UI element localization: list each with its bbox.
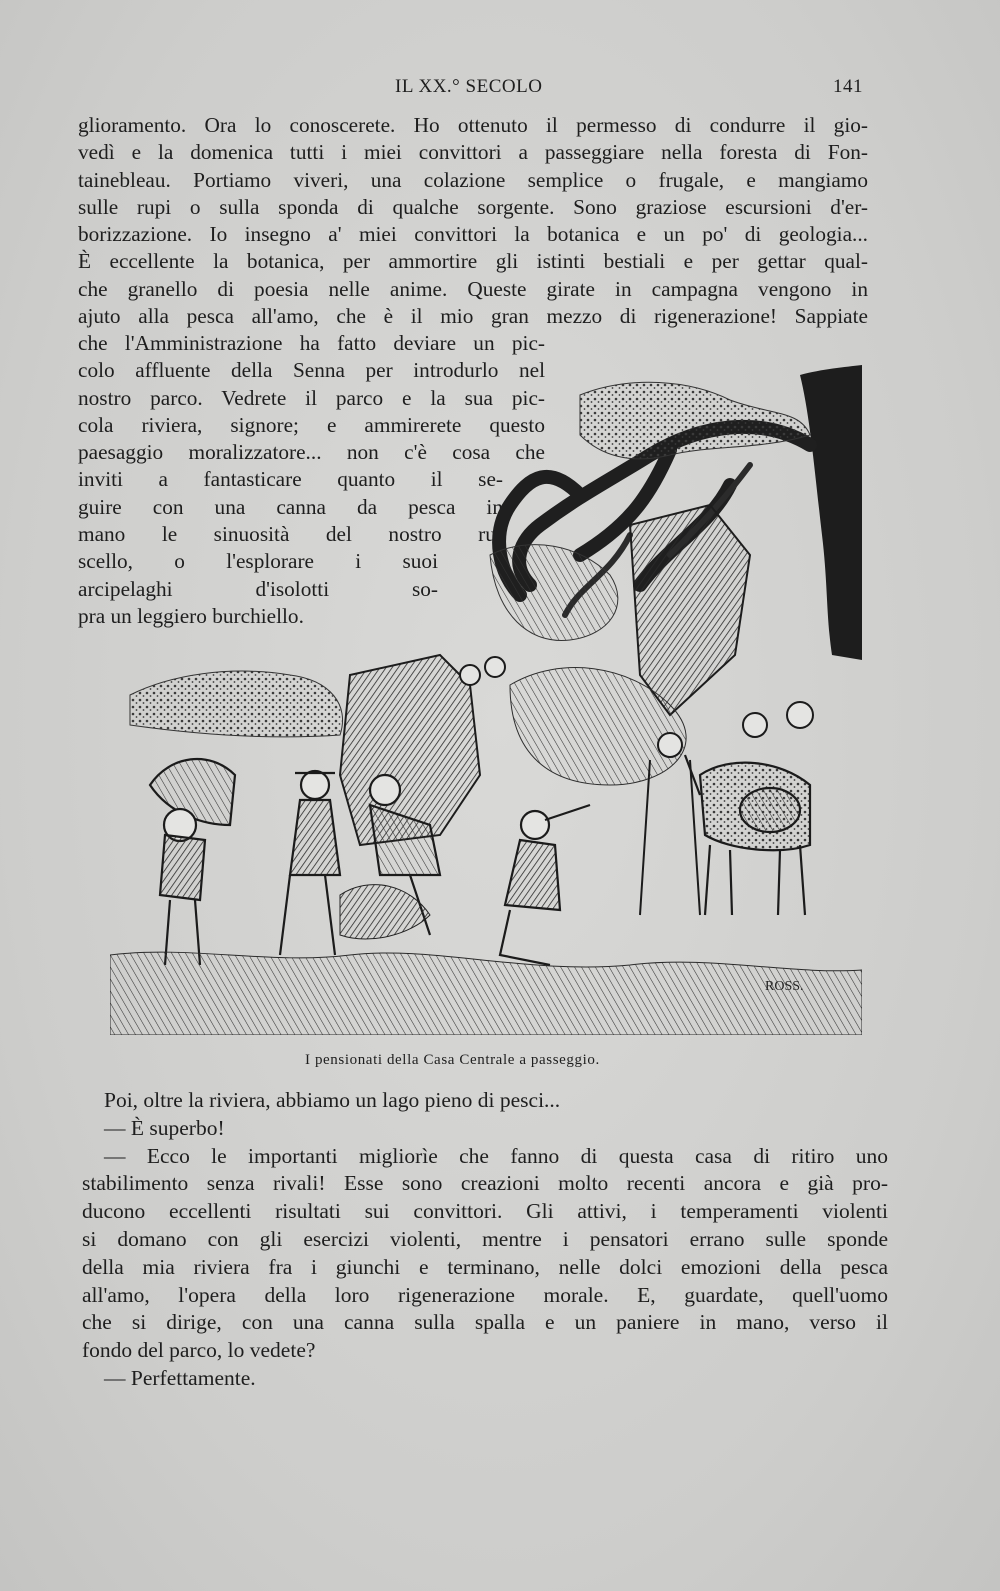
text-line: — Perfettamente. [104,1365,256,1390]
text-line: ajuto alla pesca all'amo, che è il mio gran mezzo di rigenerazione! Sappiate [78,304,868,329]
text-line: vedì e la domenica tutti i miei convittori a passeggiare nella foresta di Fon- [78,140,868,165]
page-number: 141 [833,76,863,97]
text-line: ducono eccellenti risultati sui convittori. Gli attivi, i temperamenti violenti [82,1199,888,1224]
text-line: stabilimento senza rivali! Esse sono creazioni molto recenti ancora e già pro- [82,1171,888,1196]
text-line: cola riviera, signore; e ammirerete questo [78,412,545,437]
illustration-caption: I pensionati della Casa Centrale a passeggio. [305,1052,600,1068]
illustrator-signature: ROSS. [765,979,804,994]
text-line: colo affluente della Senna per introdurlo nel [78,358,545,383]
text-line: tainebleau. Portiamo viveri, una colazione semplice o frugale, e mangiamo [78,167,868,192]
text-line: sulle rupi o sulla sponda di qualche sorgente. Sono graziose escursioni d'er- [78,194,868,219]
text-line: arcipelaghi d'isolotti so- [78,576,438,601]
engraving-illustration [110,355,862,1035]
text-line: paesaggio moralizzatore... non c'è cosa che [78,440,545,465]
figure-with-umbrella [150,759,235,965]
rock [340,655,480,845]
text-line: — È superbo! [104,1115,225,1140]
page-header [395,76,863,106]
figure-with-spyglass [500,805,590,965]
tree-trunk [800,365,862,660]
text-line: della mia riviera fra i giunchi e terminano, nelle dolci emozioni della pesca [82,1254,888,1279]
foreground-ground [110,952,862,1035]
text-line: inviti a fantasticare quanto il se- [78,467,503,492]
top-paragraph [78,112,868,330]
text-line: scello, o l'esplorare i suoi [78,549,438,574]
running-title: IL XX.° SECOLO [395,76,543,97]
text-line: che l'Amministrazione ha fatto deviare un pic- [78,331,545,355]
bottom-paragraph [82,1087,888,1393]
text-line: guire con una canna da pesca in [78,494,503,519]
text-line: all'amo, l'opera della loro rigenerazione morale. E, guardate, quell'uomo [82,1282,888,1307]
text-line: mano le sinuosità del nostro ru- [78,522,503,547]
text-line: — Ecco le importanti migliorìe che fanno di questa casa di ritiro uno [104,1143,888,1168]
text-line: È eccellente la botanica, per ammortire gli istinti bestiali e per gettar qual- [78,249,868,274]
text-line: nostro parco. Vedrete il parco e la sua pic- [78,385,545,410]
text-line: Poi, oltre la riviera, abbiamo un lago pieno di pesci... [104,1088,561,1112]
text-line: pra un leggiero burchiello. [78,603,304,628]
text-line: si domano con gli esercizi violenti, mentre i pensatori errano sulle sponde [82,1226,888,1251]
foliage [580,382,810,459]
text-line: che granello di poesia nelle anime. Queste girate in campagna vengono in [78,276,868,301]
text-line: fondo del parco, lo vedete? [82,1338,316,1363]
text-line: borizzazione. Io insegno a' miei convittori la botanica e un po' di geologia... [78,222,868,247]
figure-walking [280,771,340,955]
text-line: glioramento. Ora lo conoscerete. Ho ottenuto il permesso di condurre il gio- [78,113,868,137]
donkey-with-baskets [685,755,810,915]
text-line: che si dirige, con una canna sulla spalla e un paniere in mano, verso il [82,1310,888,1335]
